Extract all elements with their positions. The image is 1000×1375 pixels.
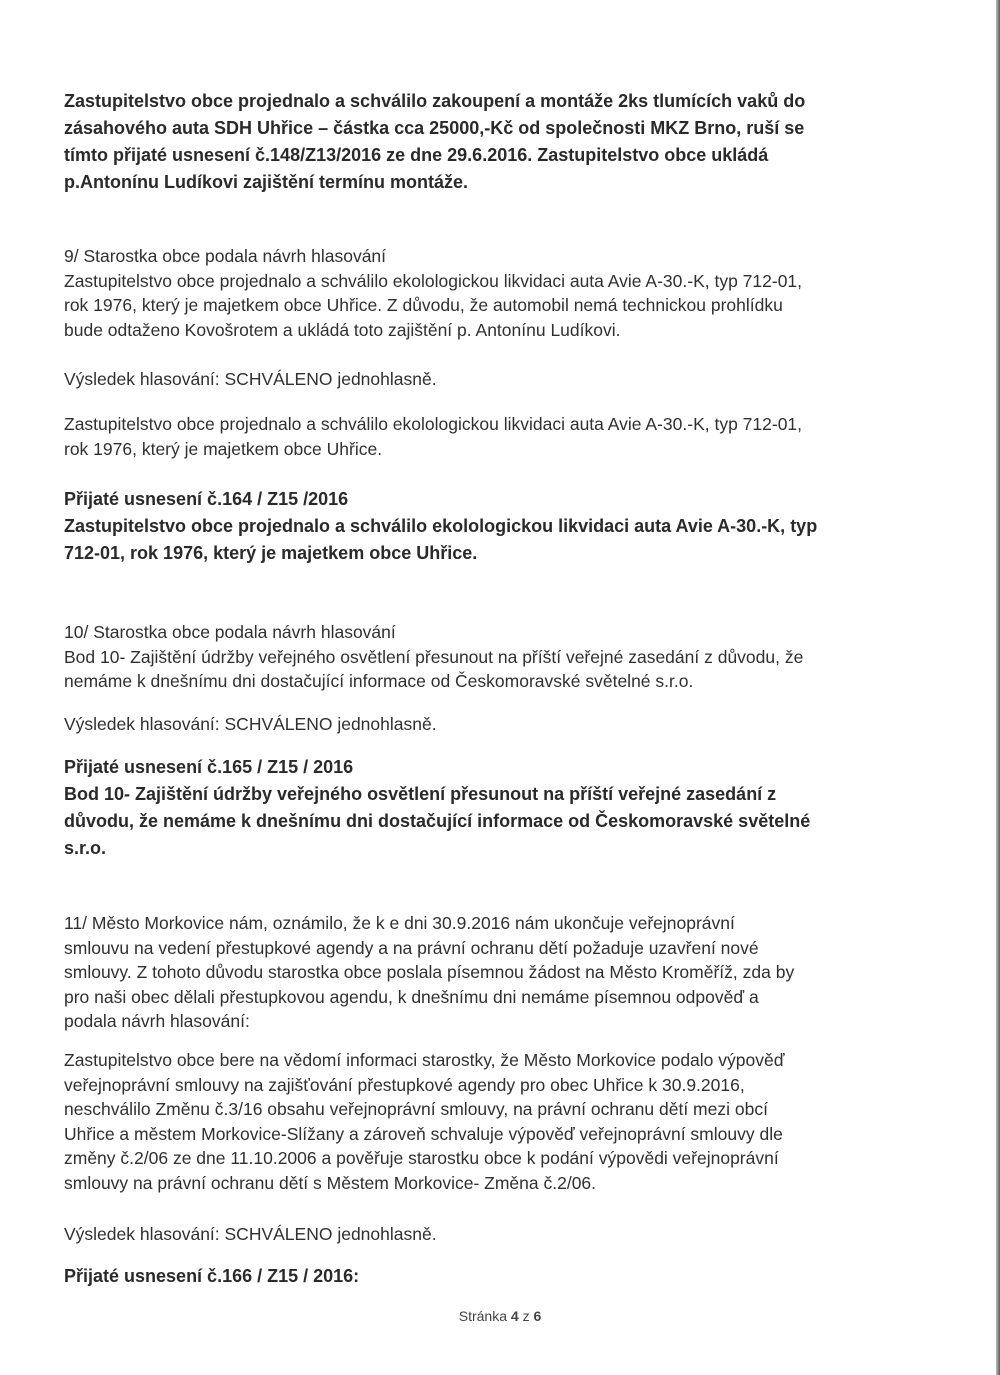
item-11-vote-result: Výsledek hlasování: SCHVÁLENO jednohlasně. bbox=[64, 1224, 437, 1244]
item-11-decision: Zastupitelstvo obce bere na vědomí informaci starostky, že Město Morkovice podalo výpověď veřejnoprávní smlouvy na zajišťování přestupkové agendy pro obec Uhřice k 30.9.2016, neschválilo Změnu č.3/16 obsahu veřejnoprávní smlouvy, na právní ochranu dětí mezi obcí Uhřice a městem Morkovice-Slížany a zároveň schvaluje výpověď veřejnoprávní smlouvy dle změny č.2/06 ze dne 11.10.2006 a pověřuje starostku obce k podání výpovědi veřejnoprávní smlouvy na právní ochranu dětí s Městem Morkovice- Změna č.2/06. bbox=[64, 1050, 785, 1193]
page-current: 4 bbox=[510, 1308, 519, 1324]
page-of: z bbox=[522, 1308, 530, 1324]
intro-resolution-text: Zastupitelstvo obce projednalo a schválilo zakoupení a montáže 2ks tlumících vaků do zásahového auta SDH Uhřice – částka cca 25000,-Kč od společnosti MKZ Brno, ruší se tímto přijaté usnesení č.148/Z13/2016 ze dne 29.6.2016. Zastupitelstvo obce ukládá p.Antonínu Ludíkovi zajištění termínu montáže. bbox=[64, 91, 806, 192]
item-9-summary: Zastupitelstvo obce projednalo a schválilo ekolologickou likvidaci auta Avie A-30.-K, typ 712-01, rok 1976, který je majetkem obce Uhřice. bbox=[64, 414, 803, 459]
item-10-resolution: Přijaté usnesení č.165 / Z15 / 2016 Bod 10- Zajištění údržby veřejného osvětlení přesunout na příští veřejné zasedání z důvodu, že nemáme k dnešnímu dni dostačující informace od Českomoravské světelné s.r.o. bbox=[64, 757, 811, 858]
scan-edge bbox=[996, 0, 1000, 1375]
item-9-resolution: Přijaté usnesení č.164 / Z15 /2016 Zastupitelstvo obce projednalo a schválilo ekolologickou likvidaci auta Avie A-30.-K, typ 712-01, rok 1976, který je majetkem obce Uhřice. bbox=[64, 489, 818, 563]
item-10-vote-result: Výsledek hlasování: SCHVÁLENO jednohlasně. bbox=[64, 714, 437, 734]
item-9-text: 9/ Starostka obce podala návrh hlasování Zastupitelstvo obce projednalo a schválilo ekolologickou likvidaci auta Avie A-30.-K, typ 712-01, rok 1976, který je majetkem obce Uhřice. Z důvodu, že automobil nemá technickou prohlídku bude odtaženo Kovošrotem a ukládá toto zajištění p. Antonínu Ludíkovi. bbox=[64, 246, 803, 340]
item-10-text: 10/ Starostka obce podala návrh hlasování Bod 10- Zajištění údržby veřejného osvětlení přesunout na příští veřejné zasedání z důvodu, že nemáme k dnešnímu dni dostačující informace od Českomoravské světelné s.r.o. bbox=[64, 622, 804, 691]
item-9-vote-result: Výsledek hlasování: SCHVÁLENO jednohlasně. bbox=[64, 369, 437, 389]
page-label: Stránka bbox=[458, 1308, 507, 1324]
item-11-text: 11/ Město Morkovice nám, oznámilo, že k e dni 30.9.2016 nám ukončuje veřejnoprávní smlouvu na vedení přestupkové agendy a na právní ochranu dětí požaduje uzavření nové smlouvy. Z tohoto důvodu starostka obce poslala písemnou žádost na Město Kroměříž, zda by pro naši obec dělali přestupkovou agendu, k dnešnímu dni nemáme písemnou odpověď a podala návrh hlasování: bbox=[64, 913, 795, 1031]
page-total: 6 bbox=[533, 1308, 542, 1324]
item-11-resolution: Přijaté usnesení č.166 / Z15 / 2016: bbox=[64, 1266, 360, 1286]
page-footer bbox=[0, 1308, 1000, 1324]
